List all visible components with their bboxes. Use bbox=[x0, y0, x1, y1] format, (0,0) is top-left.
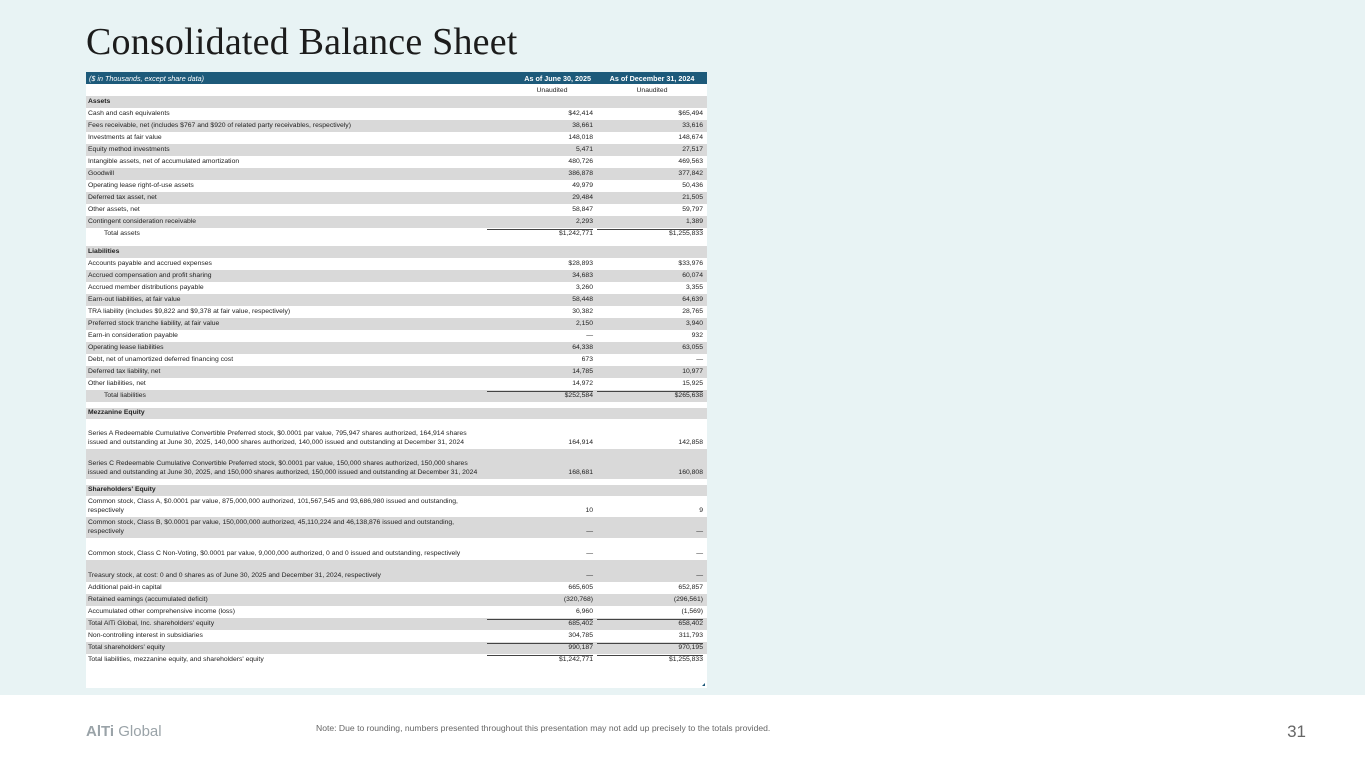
value-june-2025: 6,960 bbox=[575, 607, 593, 615]
value-dec-2024: 50,436 bbox=[682, 181, 703, 189]
table-subheader bbox=[86, 84, 707, 96]
table-row bbox=[86, 120, 707, 132]
row-label: Earn-out liabilities, at fair value bbox=[88, 295, 181, 303]
row-label: Total liabilities, mezzanine equity, and shareholders' equity bbox=[88, 655, 264, 663]
value-dec-2024: $33,976 bbox=[678, 259, 703, 267]
value-dec-2024: — bbox=[696, 549, 703, 557]
value-dec-2024: (296,561) bbox=[673, 595, 703, 603]
value-dec-2024: 33,616 bbox=[682, 121, 703, 129]
row-label: Debt, net of unamortized deferred financing cost bbox=[88, 355, 234, 363]
value-june-2025: — bbox=[586, 549, 593, 557]
value-june-2025: — bbox=[586, 571, 593, 579]
value-dec-2024: 27,517 bbox=[682, 145, 703, 153]
value-june-2025: 58,448 bbox=[572, 295, 593, 303]
value-dec-2024: 21,505 bbox=[682, 193, 703, 201]
row-label: TRA liability (includes $9,822 and $9,378 at fair value, respectively) bbox=[88, 307, 291, 315]
table-row bbox=[86, 606, 707, 618]
section-heading-row bbox=[86, 96, 707, 108]
column-header-june-2025: As of June 30, 2025 bbox=[524, 73, 591, 83]
table-row bbox=[86, 132, 707, 144]
value-june-2025: 38,661 bbox=[572, 121, 593, 129]
value-dec-2024: 658,402 bbox=[597, 619, 707, 629]
row-label: Common stock, Class C Non-Voting, $0.0001 par value, 9,000,000 authorized, 0 and 0 issued and outstanding, respectively bbox=[88, 549, 461, 557]
table-row bbox=[86, 192, 707, 204]
table-row bbox=[86, 517, 707, 538]
page-title: Consolidated Balance Sheet bbox=[86, 21, 518, 63]
section-heading-row bbox=[86, 485, 707, 496]
row-label: Operating lease liabilities bbox=[88, 343, 164, 351]
table-row bbox=[86, 654, 707, 666]
row-label: Shareholders' Equity bbox=[88, 485, 156, 493]
row-label: Accumulated other comprehensive income (loss) bbox=[88, 607, 235, 615]
value-june-2025: 14,972 bbox=[572, 379, 593, 387]
value-dec-2024: 60,074 bbox=[682, 271, 703, 279]
table-row bbox=[86, 582, 707, 594]
value-dec-2024: 15,925 bbox=[682, 379, 703, 387]
row-label: Other assets, net bbox=[88, 205, 140, 213]
table-row bbox=[86, 618, 707, 630]
row-label: Deferred tax asset, net bbox=[88, 193, 157, 201]
row-label: Total assets bbox=[104, 229, 140, 237]
value-june-2025: 49,979 bbox=[572, 181, 593, 189]
value-june-2025: 386,878 bbox=[568, 169, 593, 177]
value-dec-2024: 3,940 bbox=[685, 319, 703, 327]
table-row bbox=[86, 630, 707, 642]
table-row bbox=[86, 306, 707, 318]
row-label: Fees receivable, net (includes $767 and $920 of related party receivables, respectively) bbox=[88, 121, 351, 129]
balance-sheet-table bbox=[86, 72, 707, 688]
table-body bbox=[86, 96, 707, 680]
row-label: Treasury stock, at cost: 0 and 0 shares as of June 30, 2025 and December 31, 2024, respectively bbox=[88, 571, 381, 579]
value-dec-2024: 9 bbox=[699, 506, 703, 514]
value-june-2025: (320,768) bbox=[563, 595, 593, 603]
value-dec-2024: 377,842 bbox=[678, 169, 703, 177]
table-row bbox=[86, 496, 707, 517]
table-row bbox=[86, 270, 707, 282]
row-label: Series A Redeemable Cumulative Convertible Preferred stock, $0.0001 par value, 795,947 shares authorized, 164,914 shares issued and outstanding at June 30, 2025, 140,000 shares authorized, 140,000 issued and outstanding at December 31, 2024 bbox=[88, 430, 467, 446]
row-label: Mezzanine Equity bbox=[88, 408, 145, 416]
value-june-2025: 2,150 bbox=[575, 319, 593, 327]
table-row bbox=[86, 594, 707, 606]
value-june-2025: 148,018 bbox=[568, 133, 593, 141]
table-row bbox=[86, 330, 707, 342]
page-number: 31 bbox=[1287, 722, 1306, 741]
section-heading-row bbox=[86, 408, 707, 419]
row-label: Cash and cash equivalents bbox=[88, 109, 170, 117]
table-row bbox=[86, 560, 707, 582]
value-dec-2024: — bbox=[696, 355, 703, 363]
table-row bbox=[86, 144, 707, 156]
value-dec-2024: 63,055 bbox=[682, 343, 703, 351]
row-label: Non-controlling interest in subsidiaries bbox=[88, 631, 203, 639]
value-june-2025: $252,584 bbox=[487, 391, 597, 401]
table-row bbox=[86, 390, 707, 402]
row-label: Intangible assets, net of accumulated amortization bbox=[88, 157, 240, 165]
table-row bbox=[86, 228, 707, 240]
value-june-2025: — bbox=[586, 331, 593, 339]
value-dec-2024: 10,977 bbox=[682, 367, 703, 375]
row-label: Accounts payable and accrued expenses bbox=[88, 259, 212, 267]
value-june-2025: 29,484 bbox=[572, 193, 593, 201]
value-june-2025: — bbox=[586, 527, 593, 535]
value-dec-2024: 1,389 bbox=[685, 217, 703, 225]
table-row bbox=[86, 449, 707, 479]
value-dec-2024: 142,858 bbox=[678, 438, 703, 446]
value-june-2025: 168,681 bbox=[568, 468, 593, 476]
value-june-2025: 665,605 bbox=[568, 583, 593, 591]
row-label: Goodwill bbox=[88, 169, 115, 177]
value-june-2025: 34,683 bbox=[572, 271, 593, 279]
value-dec-2024: 59,797 bbox=[682, 205, 703, 213]
value-june-2025: 3,260 bbox=[575, 283, 593, 291]
value-dec-2024: 28,765 bbox=[682, 307, 703, 315]
units-label: ($ in Thousands, except share data) bbox=[89, 73, 205, 83]
value-june-2025: 685,402 bbox=[487, 619, 597, 629]
value-june-2025: 14,785 bbox=[572, 367, 593, 375]
row-label: Total liabilities bbox=[104, 391, 146, 399]
resize-handle-icon bbox=[702, 683, 705, 686]
row-label: Additional paid-in capital bbox=[88, 583, 162, 591]
row-label: Total shareholders' equity bbox=[88, 643, 165, 651]
table-row bbox=[86, 538, 707, 560]
rounding-note: Note: Due to rounding, numbers presented throughout this presentation may not add up precisely to the totals provided. bbox=[316, 723, 771, 733]
value-dec-2024: 160,808 bbox=[678, 468, 703, 476]
value-dec-2024: $65,494 bbox=[678, 109, 703, 117]
table-row bbox=[86, 354, 707, 366]
value-dec-2024: 469,563 bbox=[678, 157, 703, 165]
value-june-2025: 990,187 bbox=[487, 643, 597, 653]
row-label: Common stock, Class B, $0.0001 par value, 150,000,000 authorized, 45,110,224 and 46,138,876 issued and outstanding, respectively bbox=[88, 519, 455, 535]
value-dec-2024: — bbox=[696, 571, 703, 579]
value-june-2025: $1,242,771 bbox=[487, 229, 597, 239]
column-header-dec-2024: As of December 31, 2024 bbox=[609, 73, 695, 83]
value-dec-2024: $1,255,833 bbox=[597, 229, 707, 239]
value-june-2025: $1,242,771 bbox=[487, 655, 597, 665]
value-dec-2024: 3,355 bbox=[685, 283, 703, 291]
row-label: Total AlTi Global, Inc. shareholders' equity bbox=[88, 619, 215, 627]
row-label: Preferred stock tranche liability, at fair value bbox=[88, 319, 220, 327]
row-label: Accrued compensation and profit sharing bbox=[88, 271, 212, 279]
value-june-2025: $28,893 bbox=[568, 259, 593, 267]
value-june-2025: $42,414 bbox=[568, 109, 593, 117]
table-row bbox=[86, 419, 707, 449]
value-dec-2024: 652,857 bbox=[678, 583, 703, 591]
value-june-2025: 2,293 bbox=[575, 217, 593, 225]
value-dec-2024: $265,638 bbox=[597, 391, 707, 401]
value-june-2025: 5,471 bbox=[575, 145, 593, 153]
row-label: Assets bbox=[88, 97, 111, 105]
value-june-2025: 30,382 bbox=[572, 307, 593, 315]
table-row bbox=[86, 216, 707, 228]
unaudited-label-2: Unaudited bbox=[636, 86, 668, 94]
value-dec-2024: 970,195 bbox=[597, 643, 707, 653]
row-label: Series C Redeemable Cumulative Convertible Preferred stock, $0.0001 par value, 150,000 shares authorized, 150,000 shares issued and outstanding at June 30, 2025, and 150,000 shares authorized, 150,000 issued and outstanding at December 31, 2024 bbox=[88, 460, 478, 476]
table-row bbox=[86, 366, 707, 378]
value-june-2025: 10 bbox=[585, 506, 593, 514]
spacer-row bbox=[86, 666, 707, 680]
row-label: Accrued member distributions payable bbox=[88, 283, 204, 291]
table-row bbox=[86, 378, 707, 390]
table-row bbox=[86, 258, 707, 270]
value-dec-2024: 64,639 bbox=[682, 295, 703, 303]
value-dec-2024: $1,255,833 bbox=[597, 655, 707, 665]
value-june-2025: 304,785 bbox=[568, 631, 593, 639]
row-label: Deferred tax liability, net bbox=[88, 367, 161, 375]
table-row bbox=[86, 180, 707, 192]
table-row bbox=[86, 156, 707, 168]
row-label: Earn-in consideration payable bbox=[88, 331, 178, 339]
table-row bbox=[86, 318, 707, 330]
row-label: Other liabilities, net bbox=[88, 379, 146, 387]
value-dec-2024: (1,569) bbox=[681, 607, 703, 615]
table-row bbox=[86, 342, 707, 354]
row-label: Retained earnings (accumulated deficit) bbox=[88, 595, 208, 603]
row-label: Liabilities bbox=[88, 247, 120, 255]
row-label: Operating lease right-of-use assets bbox=[88, 181, 194, 189]
table-row bbox=[86, 204, 707, 216]
value-june-2025: 480,726 bbox=[568, 157, 593, 165]
table-row bbox=[86, 168, 707, 180]
value-june-2025: 58,847 bbox=[572, 205, 593, 213]
row-label: Contingent consideration receivable bbox=[88, 217, 197, 225]
table-header bbox=[86, 72, 707, 84]
table-row bbox=[86, 294, 707, 306]
table-row bbox=[86, 642, 707, 654]
value-dec-2024: 311,793 bbox=[678, 631, 703, 639]
table-row bbox=[86, 282, 707, 294]
row-label: Investments at fair value bbox=[88, 133, 162, 141]
company-logo: AlTi Global bbox=[86, 723, 162, 740]
section-heading-row bbox=[86, 246, 707, 258]
value-dec-2024: 148,674 bbox=[678, 133, 703, 141]
value-june-2025: 673 bbox=[581, 355, 593, 363]
value-june-2025: 64,338 bbox=[572, 343, 593, 351]
table-row bbox=[86, 108, 707, 120]
row-label: Common stock, Class A, $0.0001 par value, 875,000,000 authorized, 101,567,545 and 93,686,980 issued and outstanding, respectively bbox=[88, 498, 458, 514]
unaudited-label-1: Unaudited bbox=[536, 86, 568, 94]
value-dec-2024: — bbox=[696, 527, 703, 535]
row-label: Equity method investments bbox=[88, 145, 170, 153]
value-june-2025: 164,914 bbox=[568, 438, 593, 446]
value-dec-2024: 932 bbox=[691, 331, 703, 339]
